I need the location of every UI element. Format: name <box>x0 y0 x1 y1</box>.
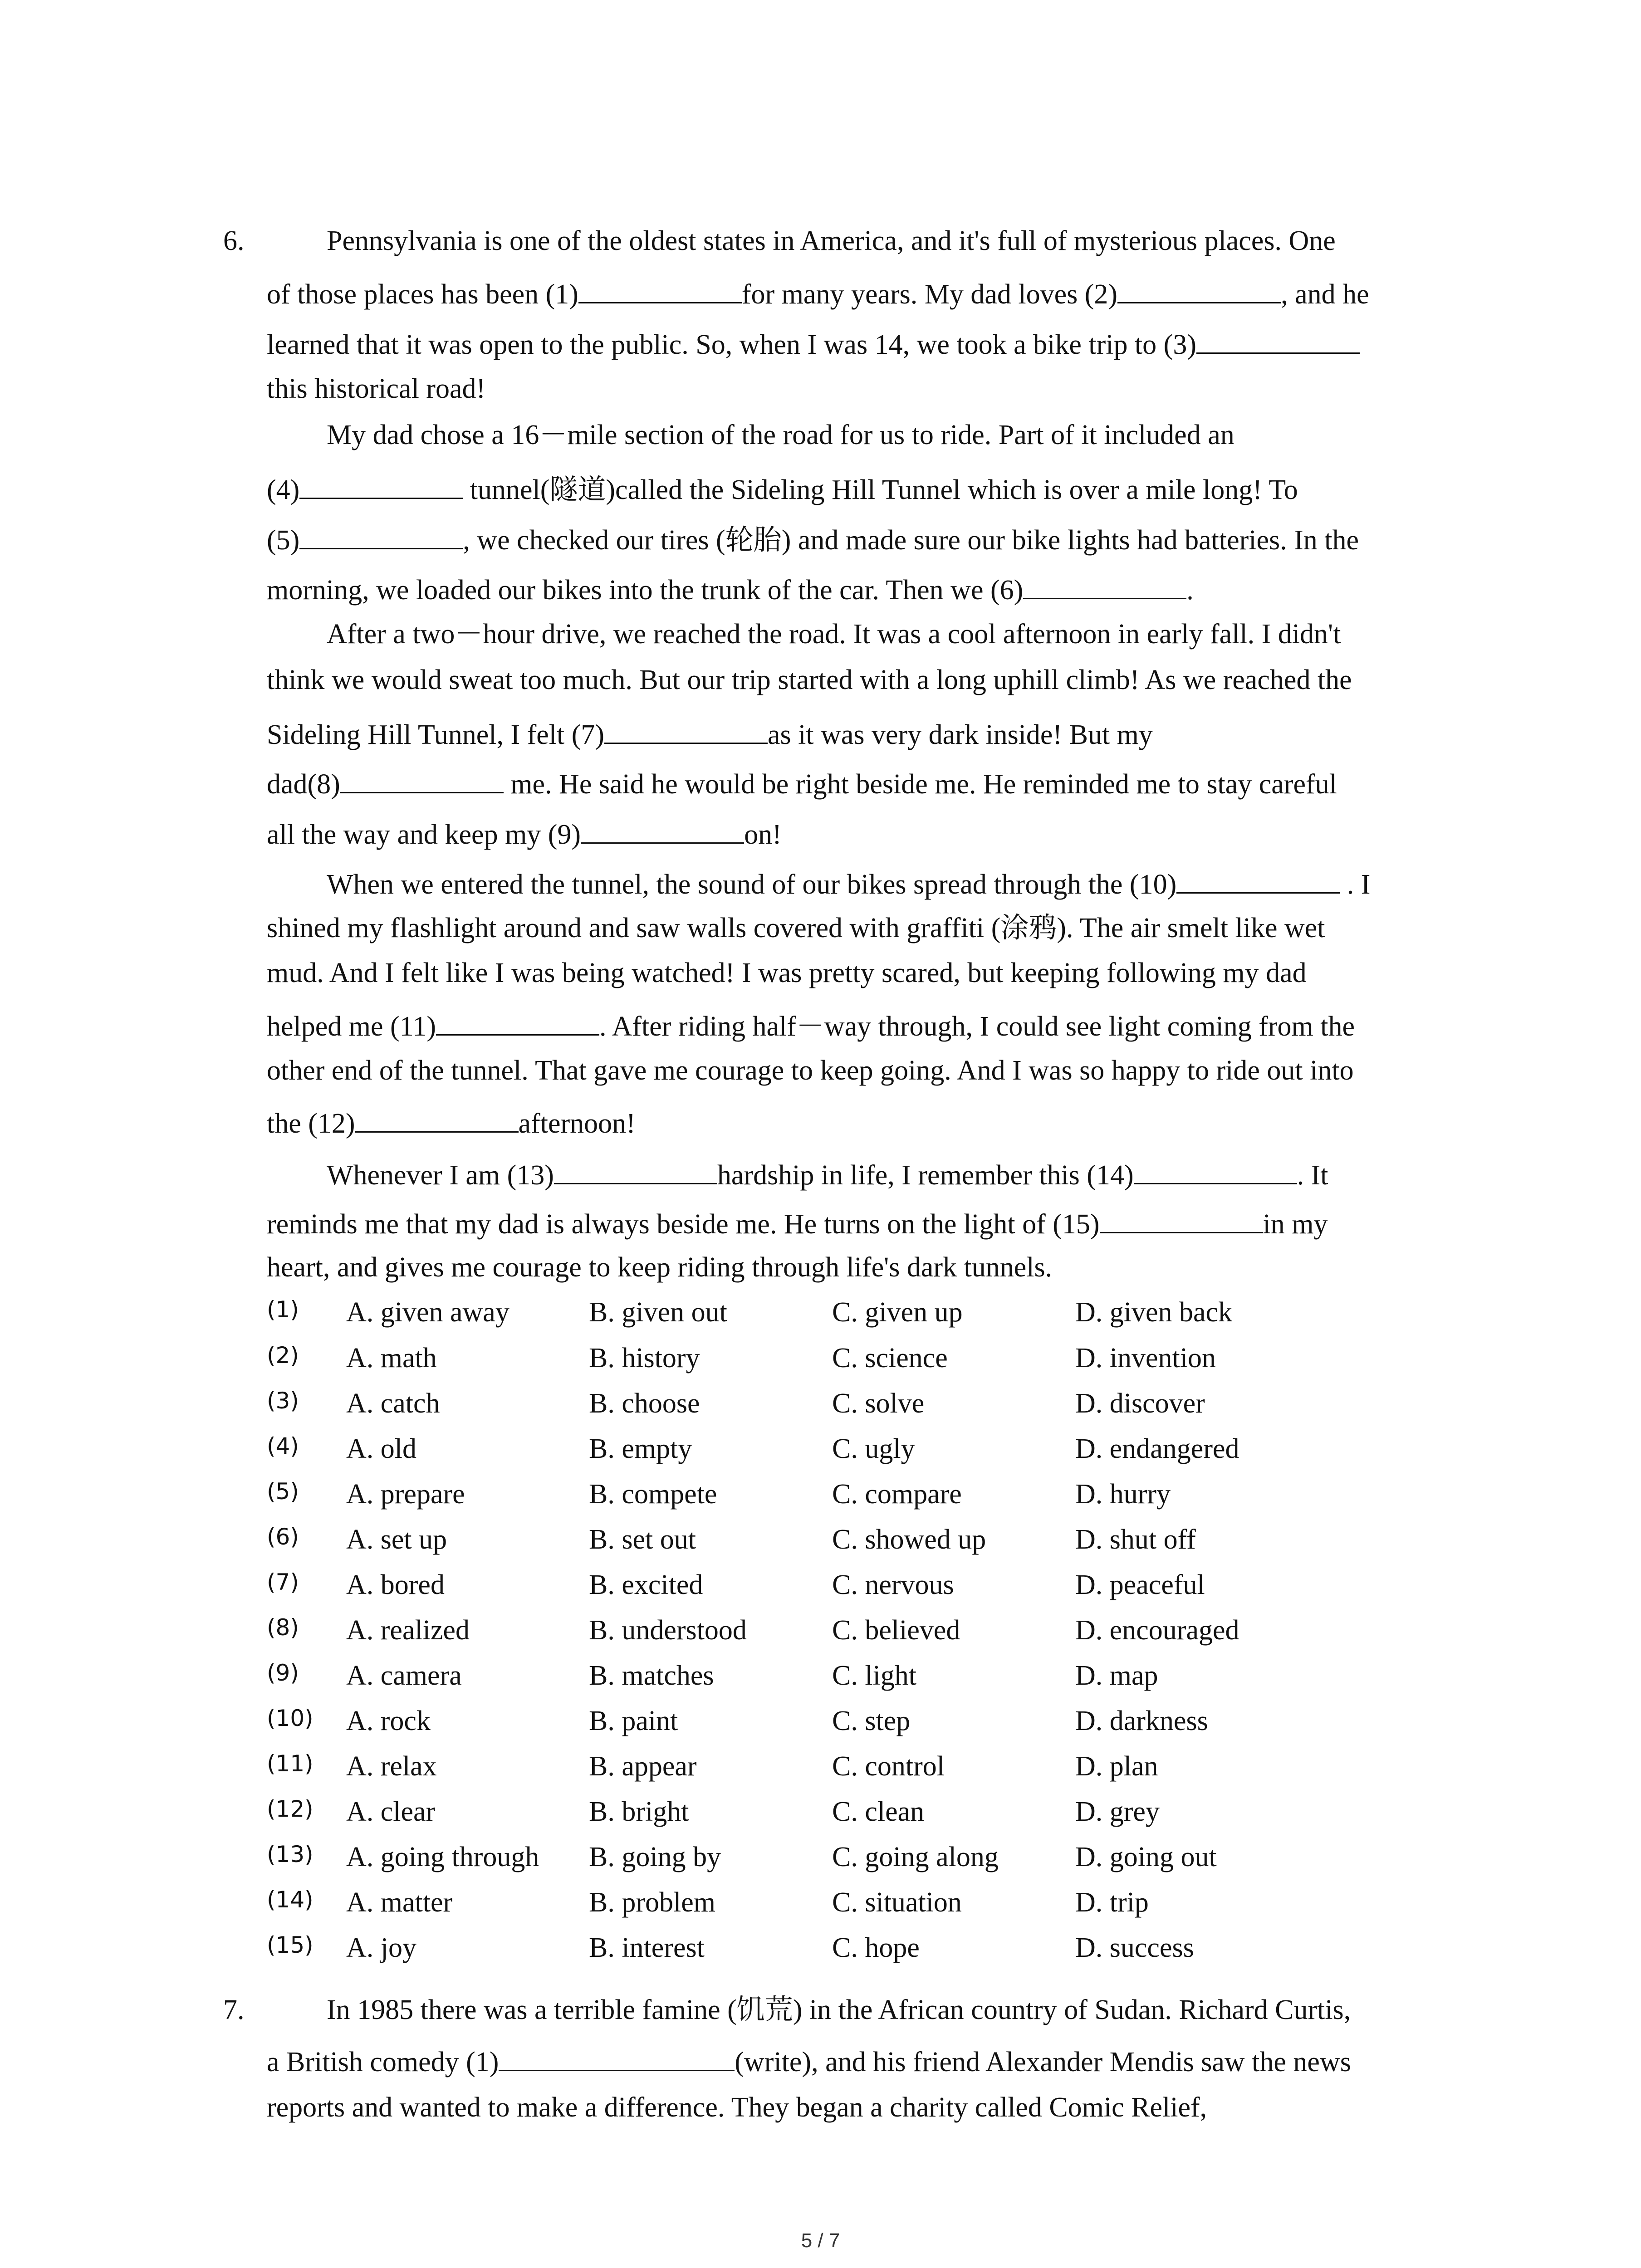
q6-line <box>267 573 1194 604</box>
option-question-number: (7) <box>267 1569 299 1595</box>
q6-line <box>267 914 1325 942</box>
passage-text: learned that it was open to the public. So, when I was 14, we took a bike trip to (3) <box>267 329 1196 360</box>
option-b[interactable]: B. excited <box>589 1569 703 1600</box>
option-a[interactable]: A. bored <box>346 1569 445 1600</box>
passage-text: a British comedy (1) <box>267 2047 499 2077</box>
answer-blank[interactable] <box>340 767 504 793</box>
option-question-number: (12) <box>267 1796 314 1822</box>
option-b[interactable]: B. interest <box>589 1932 705 1963</box>
q6-line <box>267 959 1307 987</box>
option-c[interactable]: C. given up <box>832 1297 963 1328</box>
option-d[interactable]: D. going out <box>1075 1842 1217 1872</box>
option-c[interactable]: C. believed <box>832 1615 960 1646</box>
option-question-number: (1) <box>267 1296 299 1323</box>
option-question-number: (10) <box>267 1705 314 1731</box>
option-b[interactable]: B. set out <box>589 1524 696 1555</box>
option-a[interactable]: A. set up <box>346 1524 447 1555</box>
option-c[interactable]: C. hope <box>832 1932 920 1963</box>
passage-text: helped me (11) <box>267 1011 436 1042</box>
option-d[interactable]: D. map <box>1075 1660 1158 1691</box>
option-a[interactable]: A. camera <box>346 1660 462 1691</box>
passage-text: , and he <box>1281 279 1369 310</box>
passage-text: reports and wanted to make a difference. They began a charity called Comic Relief, <box>267 2092 1207 2123</box>
option-question-number: (14) <box>267 1887 314 1913</box>
passage-text: (5) <box>267 525 300 556</box>
passage-text: In 1985 there was a terrible famine (饥荒) in the African country of Sudan. Richard Curtis, <box>327 1994 1351 2025</box>
option-c[interactable]: C. showed up <box>832 1524 986 1555</box>
option-c[interactable]: C. situation <box>832 1887 962 1918</box>
passage-text: shined my flashlight around and saw walls covered with graffiti (涂鸦). The air smelt like wet <box>267 913 1325 943</box>
option-c[interactable]: C. clean <box>832 1796 925 1827</box>
q6-line <box>267 1107 636 1138</box>
option-b[interactable]: B. appear <box>589 1751 697 1782</box>
answer-blank[interactable] <box>578 278 742 303</box>
option-c[interactable]: C. ugly <box>832 1433 915 1464</box>
answer-blank[interactable] <box>1134 1158 1297 1184</box>
option-question-number: (3) <box>267 1388 299 1414</box>
passage-text: dad(8) <box>267 769 340 800</box>
option-b[interactable]: B. problem <box>589 1887 715 1918</box>
passage-text: . <box>1186 575 1194 606</box>
answer-blank[interactable] <box>355 1107 519 1133</box>
option-c[interactable]: C. science <box>832 1343 948 1374</box>
passage-text: reminds me that my dad is always beside me. He turns on the light of (15) <box>267 1209 1100 1240</box>
option-a[interactable]: A. rock <box>346 1706 431 1736</box>
q7-line <box>327 1996 1351 2024</box>
answer-blank[interactable] <box>299 523 463 549</box>
option-c[interactable]: C. nervous <box>832 1569 954 1600</box>
answer-blank[interactable] <box>604 718 768 744</box>
passage-text: all the way and keep my (9) <box>267 819 581 850</box>
passage-text: tunnel(隧道)called the Sideling Hill Tunnel which is over a mile long! To <box>463 474 1298 505</box>
q6-line <box>267 718 1153 749</box>
q6-line <box>267 375 485 403</box>
option-question-number: (4) <box>267 1433 299 1459</box>
option-d[interactable]: D. success <box>1075 1932 1194 1963</box>
option-question-number: (8) <box>267 1614 299 1641</box>
option-a[interactable]: A. prepare <box>346 1479 465 1510</box>
option-b[interactable]: B. matches <box>589 1660 714 1691</box>
answer-blank[interactable] <box>581 818 744 844</box>
q6-line <box>267 1253 1052 1281</box>
answer-blank[interactable] <box>1100 1207 1263 1233</box>
option-d[interactable]: D. given back <box>1075 1297 1233 1328</box>
option-d[interactable]: D. endangered <box>1075 1433 1239 1464</box>
passage-text: . After riding half－way through, I could see light coming from the <box>599 1011 1355 1042</box>
option-a[interactable]: A. given away <box>346 1297 509 1328</box>
option-question-number: (15) <box>267 1932 314 1958</box>
passage-text: Pennsylvania is one of the oldest states in America, and it's full of mysterious places. One <box>327 225 1336 256</box>
option-question-number: (11) <box>267 1750 314 1777</box>
passage-text: Whenever I am (13) <box>327 1160 554 1191</box>
answer-blank[interactable] <box>1117 278 1281 303</box>
q6-line <box>267 278 1369 308</box>
passage-text: After a two－hour drive, we reached the road. It was a cool afternoon in early fall. I didn't <box>327 619 1341 650</box>
q6-line <box>267 666 1352 694</box>
option-question-number: (2) <box>267 1342 299 1369</box>
passage-text: (4) <box>267 474 300 505</box>
option-d[interactable]: D. peaceful <box>1075 1569 1205 1600</box>
passage-text: of those places has been (1) <box>267 279 578 310</box>
passage-text: My dad chose a 16－mile section of the road for us to ride. Part of it included an <box>327 420 1234 450</box>
passage-text: Sideling Hill Tunnel, I felt (7) <box>267 719 604 750</box>
option-b[interactable]: B. compete <box>589 1479 717 1510</box>
answer-blank[interactable] <box>1196 328 1360 354</box>
passage-text: for many years. My dad loves (2) <box>741 279 1118 310</box>
passage-text: afternoon! <box>518 1108 636 1139</box>
q6-line <box>327 227 1336 255</box>
option-a[interactable]: A. relax <box>346 1751 437 1782</box>
q7-line <box>267 2045 1351 2076</box>
option-d[interactable]: D. grey <box>1075 1796 1160 1827</box>
option-d[interactable]: D. darkness <box>1075 1706 1208 1736</box>
q6-line <box>327 1158 1328 1189</box>
passage-text: in my <box>1263 1209 1328 1240</box>
option-b[interactable]: B. going by <box>589 1842 721 1872</box>
passage-text: heart, and gives me courage to keep riding through life's dark tunnels. <box>267 1252 1053 1283</box>
option-question-number: (6) <box>267 1524 299 1550</box>
option-question-number: (5) <box>267 1478 299 1505</box>
q7-line <box>267 2093 1207 2121</box>
q6-line <box>267 523 1359 554</box>
option-d[interactable]: D. trip <box>1075 1887 1149 1918</box>
q6-line <box>267 767 1337 798</box>
passage-text: this historical road! <box>267 373 486 404</box>
q6-line <box>267 818 782 849</box>
option-a[interactable]: A. matter <box>346 1887 453 1918</box>
passage-text: (write), and his friend Alexander Mendis saw the news <box>735 2047 1351 2077</box>
passage-text: mud. And I felt like I was being watched! I was pretty scared, but keeping following my dad <box>267 958 1307 988</box>
option-b[interactable]: B. bright <box>589 1796 689 1827</box>
option-d[interactable]: D. invention <box>1075 1343 1216 1374</box>
answer-blank[interactable] <box>554 1158 717 1184</box>
option-c[interactable]: C. compare <box>832 1479 962 1510</box>
answer-blank[interactable] <box>1023 573 1186 599</box>
option-b[interactable]: B. paint <box>589 1706 678 1736</box>
option-b[interactable]: B. understood <box>589 1615 747 1646</box>
option-b[interactable]: B. empty <box>589 1433 692 1464</box>
option-a[interactable]: A. math <box>346 1343 437 1374</box>
option-d[interactable]: D. encouraged <box>1075 1615 1239 1646</box>
option-b[interactable]: B. given out <box>589 1297 727 1328</box>
passage-text: When we entered the tunnel, the sound of our bikes spread through the (10) <box>327 869 1177 900</box>
passage-text: hardship in life, I remember this (14) <box>717 1160 1134 1191</box>
option-b[interactable]: B. history <box>589 1343 700 1374</box>
option-c[interactable]: C. light <box>832 1660 917 1691</box>
passage-text: morning, we loaded our bikes into the trunk of the car. Then we (6) <box>267 575 1024 606</box>
option-d[interactable]: D. plan <box>1075 1751 1158 1782</box>
option-c[interactable]: C. going along <box>832 1842 999 1872</box>
q6-line <box>327 421 1234 449</box>
option-c[interactable]: C. control <box>832 1751 945 1782</box>
passage-text: other end of the tunnel. That gave me courage to keep going. And I was so happy to ride out into <box>267 1055 1354 1086</box>
passage-text: think we would sweat too much. But our trip started with a long uphill climb! As we reached the <box>267 665 1352 695</box>
question-6-number: 6. <box>223 225 245 256</box>
q6-line <box>267 1010 1355 1041</box>
option-b[interactable]: B. choose <box>589 1388 700 1419</box>
option-a[interactable]: A. realized <box>346 1615 470 1646</box>
option-question-number: (9) <box>267 1660 299 1686</box>
option-d[interactable]: D. shut off <box>1075 1524 1196 1555</box>
option-d[interactable]: D. hurry <box>1075 1479 1171 1510</box>
passage-text: as it was very dark inside! But my <box>768 719 1153 750</box>
answer-blank[interactable] <box>436 1010 599 1036</box>
passage-text: . I <box>1340 869 1371 900</box>
q6-line <box>327 620 1341 648</box>
option-question-number: (13) <box>267 1841 314 1867</box>
option-a[interactable]: A. clear <box>346 1796 436 1827</box>
q6-line <box>267 1056 1354 1085</box>
q6-line <box>267 328 1360 359</box>
answer-blank[interactable] <box>299 473 463 499</box>
passage-text: , we checked our tires (轮胎) and made sure our bike lights had batteries. In the <box>463 525 1359 556</box>
passage-text: . It <box>1297 1160 1328 1191</box>
q6-line <box>267 473 1298 504</box>
q6-line <box>267 1207 1327 1238</box>
passage-text: the (12) <box>267 1108 355 1139</box>
option-c[interactable]: C. solve <box>832 1388 925 1419</box>
option-a[interactable]: A. catch <box>346 1388 440 1419</box>
page-number: 5 / 7 <box>801 2229 840 2252</box>
option-c[interactable]: C. step <box>832 1706 911 1736</box>
answer-blank[interactable] <box>1176 868 1340 894</box>
option-a[interactable]: A. joy <box>346 1932 416 1963</box>
q6-line <box>327 868 1370 899</box>
option-a[interactable]: A. going through <box>346 1842 539 1872</box>
answer-blank[interactable] <box>499 2045 735 2071</box>
option-d[interactable]: D. discover <box>1075 1388 1205 1419</box>
passage-text: on! <box>744 819 782 850</box>
question-7-number: 7. <box>223 1994 245 2025</box>
option-a[interactable]: A. old <box>346 1433 416 1464</box>
passage-text: me. He said he would be right beside me. He reminded me to stay careful <box>503 769 1337 800</box>
